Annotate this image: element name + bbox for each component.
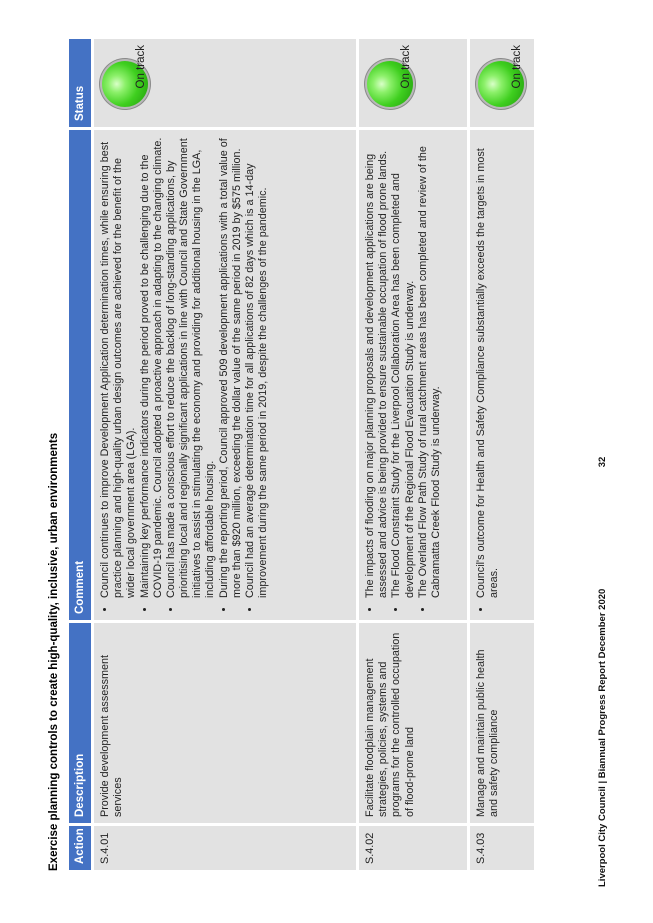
comment-item: • The Flood Constraint Study for the Liverpool Collaboration Area has been completed and development of the Regional Flood Evacuation Study is underway.: [390, 136, 416, 598]
comment-item: • Council has made a conscious effort to reduce the backlog of long-standing applications, by prioritising local and regionally significant applications in line with Council and State Government initiatives to assist in stimulating the economy and providing for additional housing in the LGA, including affordable housing.: [165, 136, 218, 598]
action-comment: [359, 130, 467, 620]
status-text: On track: [135, 45, 148, 89]
comment-item: • Council continues to improve Development Application determination times, while ensuring best practice planning and high-quality urban design outcomes are achieved for the benefit of the wider local government area (LGA).: [99, 136, 139, 598]
table-row: [470, 39, 534, 870]
action-description: Manage and maintain public health and safety compliance: [470, 623, 534, 823]
status-text: On track: [400, 45, 413, 89]
table-row: [359, 39, 467, 870]
comment-item: • Council had an average determination time for all applications of 82 days which is a 14-day improvement during the same period in 2019, despite the challenges of the pandemic.: [244, 136, 270, 598]
action-code: S.4.02: [359, 826, 467, 870]
comment-item: • Council's outcome for Health and Safety Compliance substantially exceeds the targets in most areas.: [475, 136, 501, 598]
page-number: 32: [597, 456, 608, 468]
comment-item: • The impacts of flooding on major planning proposals and development applications are being assessed and advice is being provided to ensure sustainable occupation of flood prone lands.: [364, 136, 390, 598]
header-action: Action: [69, 826, 91, 870]
action-code: S.4.03: [470, 826, 534, 870]
header-description: Description: [69, 623, 91, 823]
comment-item: • Maintaining key performance indicators during the period proved to be challenging due to the COVID-19 pandemic. Council adopted a proactive approach in adapting to the changing climate.: [139, 136, 165, 598]
action-description: Provide development assessment services: [94, 623, 356, 823]
status-text: On track: [511, 45, 524, 89]
table-header-row: [69, 39, 91, 870]
comment-item: • The Overland Flow Path Study of rural catchment areas has been completed and review of the Cabramatta Creek Flood Study is underway.: [417, 136, 443, 598]
table-row: [94, 39, 356, 870]
report-name: Liverpool City Council | Biannual Progress Report December 2020: [597, 588, 608, 887]
action-code: S.4.01: [94, 826, 356, 870]
action-comment: [470, 130, 534, 620]
comment-item: • During the reporting period, Council approved 509 development applications with a total value of more than $920 million, exceeding the dollar value of the same period in 2019 by $575 million.: [218, 136, 244, 598]
status-cell: [94, 39, 356, 127]
comment-list: [364, 136, 443, 614]
progress-table: [66, 36, 537, 873]
action-comment: [94, 130, 356, 620]
header-comment: Comment: [69, 130, 91, 620]
comment-list: [475, 136, 501, 614]
status-cell: [359, 39, 467, 127]
header-status: Status: [69, 39, 91, 127]
action-description: Facilitate floodplain management strategies, policies, systems and programs for the controlled occupation of flood-prone land: [359, 623, 467, 823]
section-title: Exercise planning controls to create high-quality, inclusive, urban environments: [48, 432, 60, 871]
status-cell: [470, 39, 534, 127]
comment-list: [99, 136, 270, 614]
